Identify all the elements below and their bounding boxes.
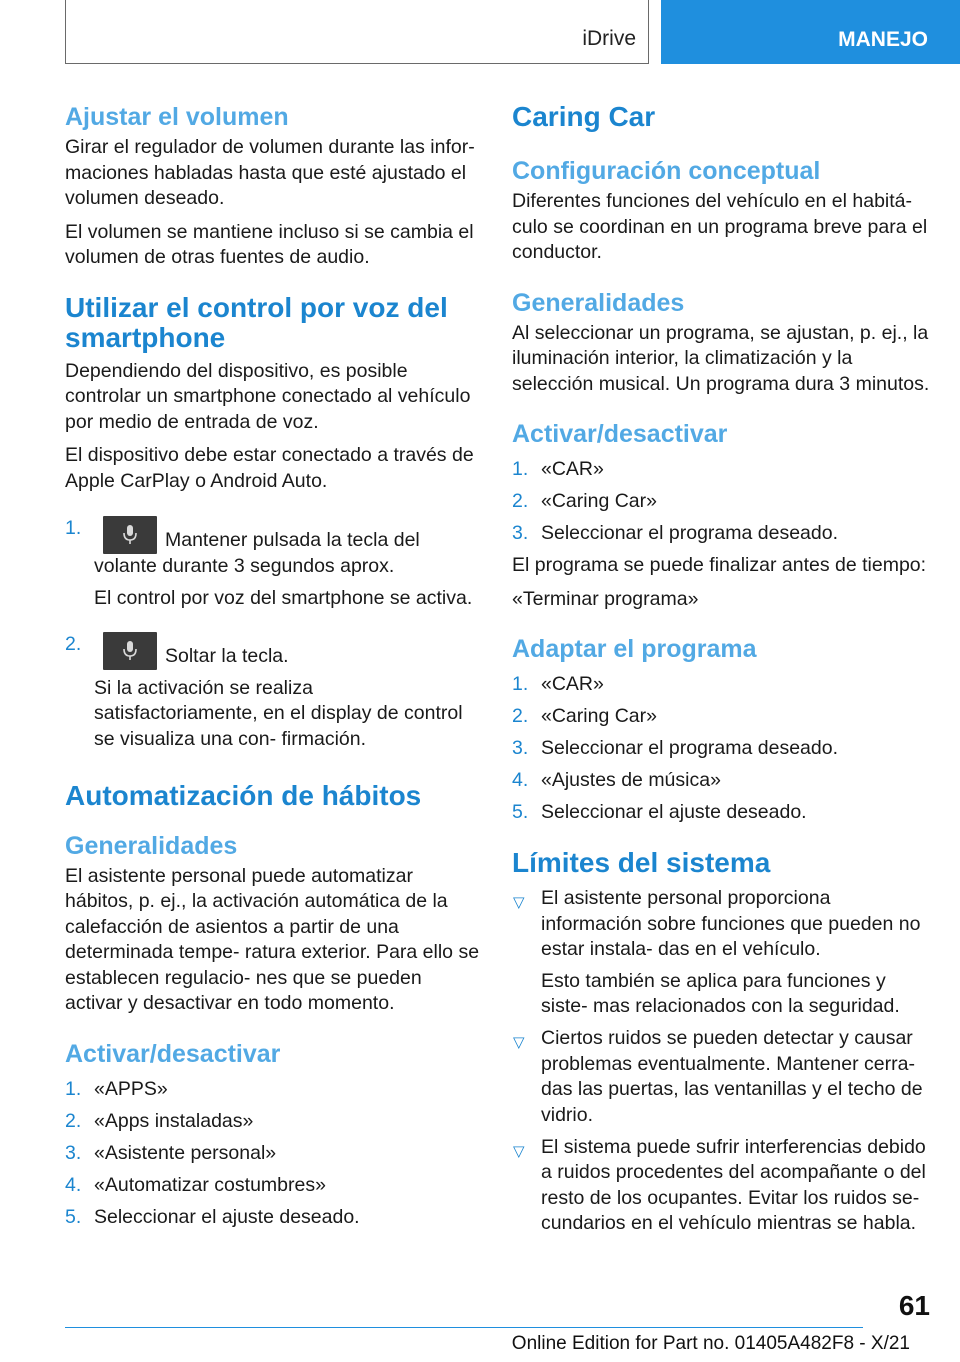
step-number: 5.	[65, 1205, 82, 1228]
step-text: «Caring Car»	[541, 490, 657, 512]
paragraph: El programa se puede finalizar antes de tiempo:	[512, 554, 927, 576]
list-item	[512, 886, 930, 1020]
step-text: Seleccionar el ajuste deseado.	[94, 1205, 360, 1228]
list-item	[512, 672, 930, 698]
step-number: 5.	[512, 801, 529, 823]
list-item	[512, 704, 930, 730]
step-number: 2.	[65, 1109, 82, 1132]
list-item	[65, 1205, 480, 1231]
paragraph: «Terminar programa»	[512, 587, 699, 610]
header-chapter-tab[interactable]: MANEJO	[661, 0, 960, 64]
list-item	[512, 489, 930, 515]
section-heading-control-voz: Utilizar el control por voz del smartphone	[65, 291, 448, 353]
header-section-title: iDrive	[582, 27, 636, 50]
step-text: Seleccionar el programa deseado.	[541, 737, 839, 759]
step-number: 3.	[512, 737, 529, 759]
step-text: Seleccionar el programa deseado.	[541, 522, 839, 544]
list-item	[65, 1141, 480, 1167]
section-heading-caring-car: Caring Car	[512, 101, 656, 132]
subsection-heading-activar: Activar/desactivar	[65, 1039, 281, 1068]
subsection-heading-activar: Activar/desactivar	[512, 420, 728, 448]
section-heading-automatizacion: Automatización de hábitos	[65, 779, 422, 811]
step-item	[65, 516, 480, 611]
step-item	[65, 632, 480, 753]
paragraph: Al seleccionar un programa, se ajustan, p. ej., la iluminación interior, la climatización y la selección musical. Un programa dura 3 minutos.	[512, 321, 930, 395]
step-number: 1.	[65, 517, 82, 539]
step-text: «Asistente personal»	[94, 1141, 277, 1164]
bullet-text: El asistente personal proporciona información sobre funciones que pueden no estar instala- das en el vehículo.	[541, 887, 921, 960]
step-result: Si la activación se realiza satisfactoriamente, en el display de control se visualiza una con- firmación.	[94, 676, 463, 750]
list-item	[512, 1135, 930, 1237]
step-result: El control por voz del smartphone se activa.	[94, 586, 473, 609]
paragraph: Dependiendo del dispositivo, es posible controlar un smartphone conectado al vehículo por medio de entrada de voz.	[65, 359, 471, 433]
triangle-down-icon: ▽	[513, 1142, 525, 1160]
microphone-icon	[103, 516, 157, 554]
step-number: 3.	[65, 1141, 82, 1164]
list-item	[512, 736, 930, 762]
list-item	[512, 768, 930, 794]
subsection-heading-generalidades: Generalidades	[512, 288, 685, 317]
paragraph: El volumen se mantiene incluso si se cambia el volumen de otras fuentes de audio.	[65, 220, 474, 268]
bullet-text: Ciertos ruidos se pueden detectar y causar problemas eventualmente. Mantener cerra- das las puertas, las ventanillas y el techo de vidrio.	[541, 1027, 923, 1126]
left-column	[65, 102, 480, 1237]
right-column	[512, 102, 930, 1243]
subsection-heading-generalidades: Generalidades	[65, 831, 238, 860]
subsection-heading-configuracion: Configuración conceptual	[512, 157, 821, 185]
microphone-icon	[103, 632, 157, 670]
step-text: «Automatizar costumbres»	[94, 1173, 326, 1196]
step-text: Seleccionar el ajuste deseado.	[541, 801, 807, 823]
page-number: 61	[898, 1290, 930, 1321]
header-box	[65, 0, 649, 64]
list-item	[512, 457, 930, 483]
step-text: «CAR»	[541, 673, 604, 695]
step-text: Mantener pulsada la tecla del volante durante 3 segundos aprox.	[94, 529, 420, 577]
step-number: 4.	[65, 1173, 82, 1196]
activation-steps-list	[65, 1077, 480, 1231]
step-number: 1.	[512, 673, 529, 695]
step-text: Soltar la tecla.	[165, 644, 289, 667]
bullet-note: Esto también se aplica para funciones y siste- mas relacionados con la seguridad.	[541, 969, 900, 1017]
step-number: 2.	[512, 705, 529, 727]
step-number: 1.	[512, 458, 529, 480]
triangle-down-icon: ▽	[513, 1034, 525, 1051]
section-heading-limites: Límites del sistema	[512, 847, 771, 878]
list-item	[65, 1077, 480, 1103]
footer-divider	[65, 1327, 863, 1328]
step-text: «APPS»	[94, 1077, 168, 1100]
limits-bullet-list	[512, 886, 930, 1237]
subsection-heading-adaptar: Adaptar el programa	[512, 635, 757, 663]
footer-edition: Online Edition for Part no. 01405A482F8 - X/21	[511, 1333, 910, 1354]
paragraph: El dispositivo debe estar conectado a través de Apple CarPlay o Android Auto.	[65, 444, 474, 492]
paragraph: Diferentes funciones del vehículo en el habitá- culo se coordinan en un programa breve para el conductor.	[512, 190, 928, 263]
step-number: 1.	[65, 1077, 82, 1100]
list-item	[512, 800, 930, 826]
step-text: «Ajustes de música»	[541, 769, 721, 791]
paragraph: El asistente personal puede automatizar hábitos, p. ej., la activación automática de la calefacción de asientos a partir de una determinada tempe- ratura exterior. Para ello se establecen regulacio- nes que se pueden activar y desactivar en todo momento.	[65, 864, 480, 1014]
triangle-down-icon: ▽	[513, 894, 525, 911]
section-heading-volumen: Ajustar el volumen	[65, 103, 289, 131]
adapt-steps-list	[512, 672, 930, 826]
step-text: «Caring Car»	[541, 705, 657, 727]
step-text: «Apps instaladas»	[94, 1109, 254, 1132]
step-number: 2.	[65, 632, 82, 655]
step-number: 4.	[512, 769, 529, 791]
list-item	[65, 1109, 480, 1135]
activation-steps-list	[512, 457, 930, 547]
bullet-text: El sistema puede sufrir interferencias debido a ruidos procedentes del acompañante o del resto de los ocupantes. Evitar los ruidos se- cundarios en el vehículo mientras se habla.	[541, 1135, 926, 1234]
list-item	[65, 1173, 480, 1199]
list-item	[512, 1026, 930, 1128]
step-number: 3.	[512, 522, 529, 544]
paragraph: Girar el regulador de volumen durante las infor- maciones habladas hasta que esté ajustado el volumen deseado.	[65, 136, 475, 209]
step-number: 2.	[512, 490, 529, 512]
step-text: «CAR»	[541, 458, 604, 480]
list-item	[512, 521, 930, 547]
